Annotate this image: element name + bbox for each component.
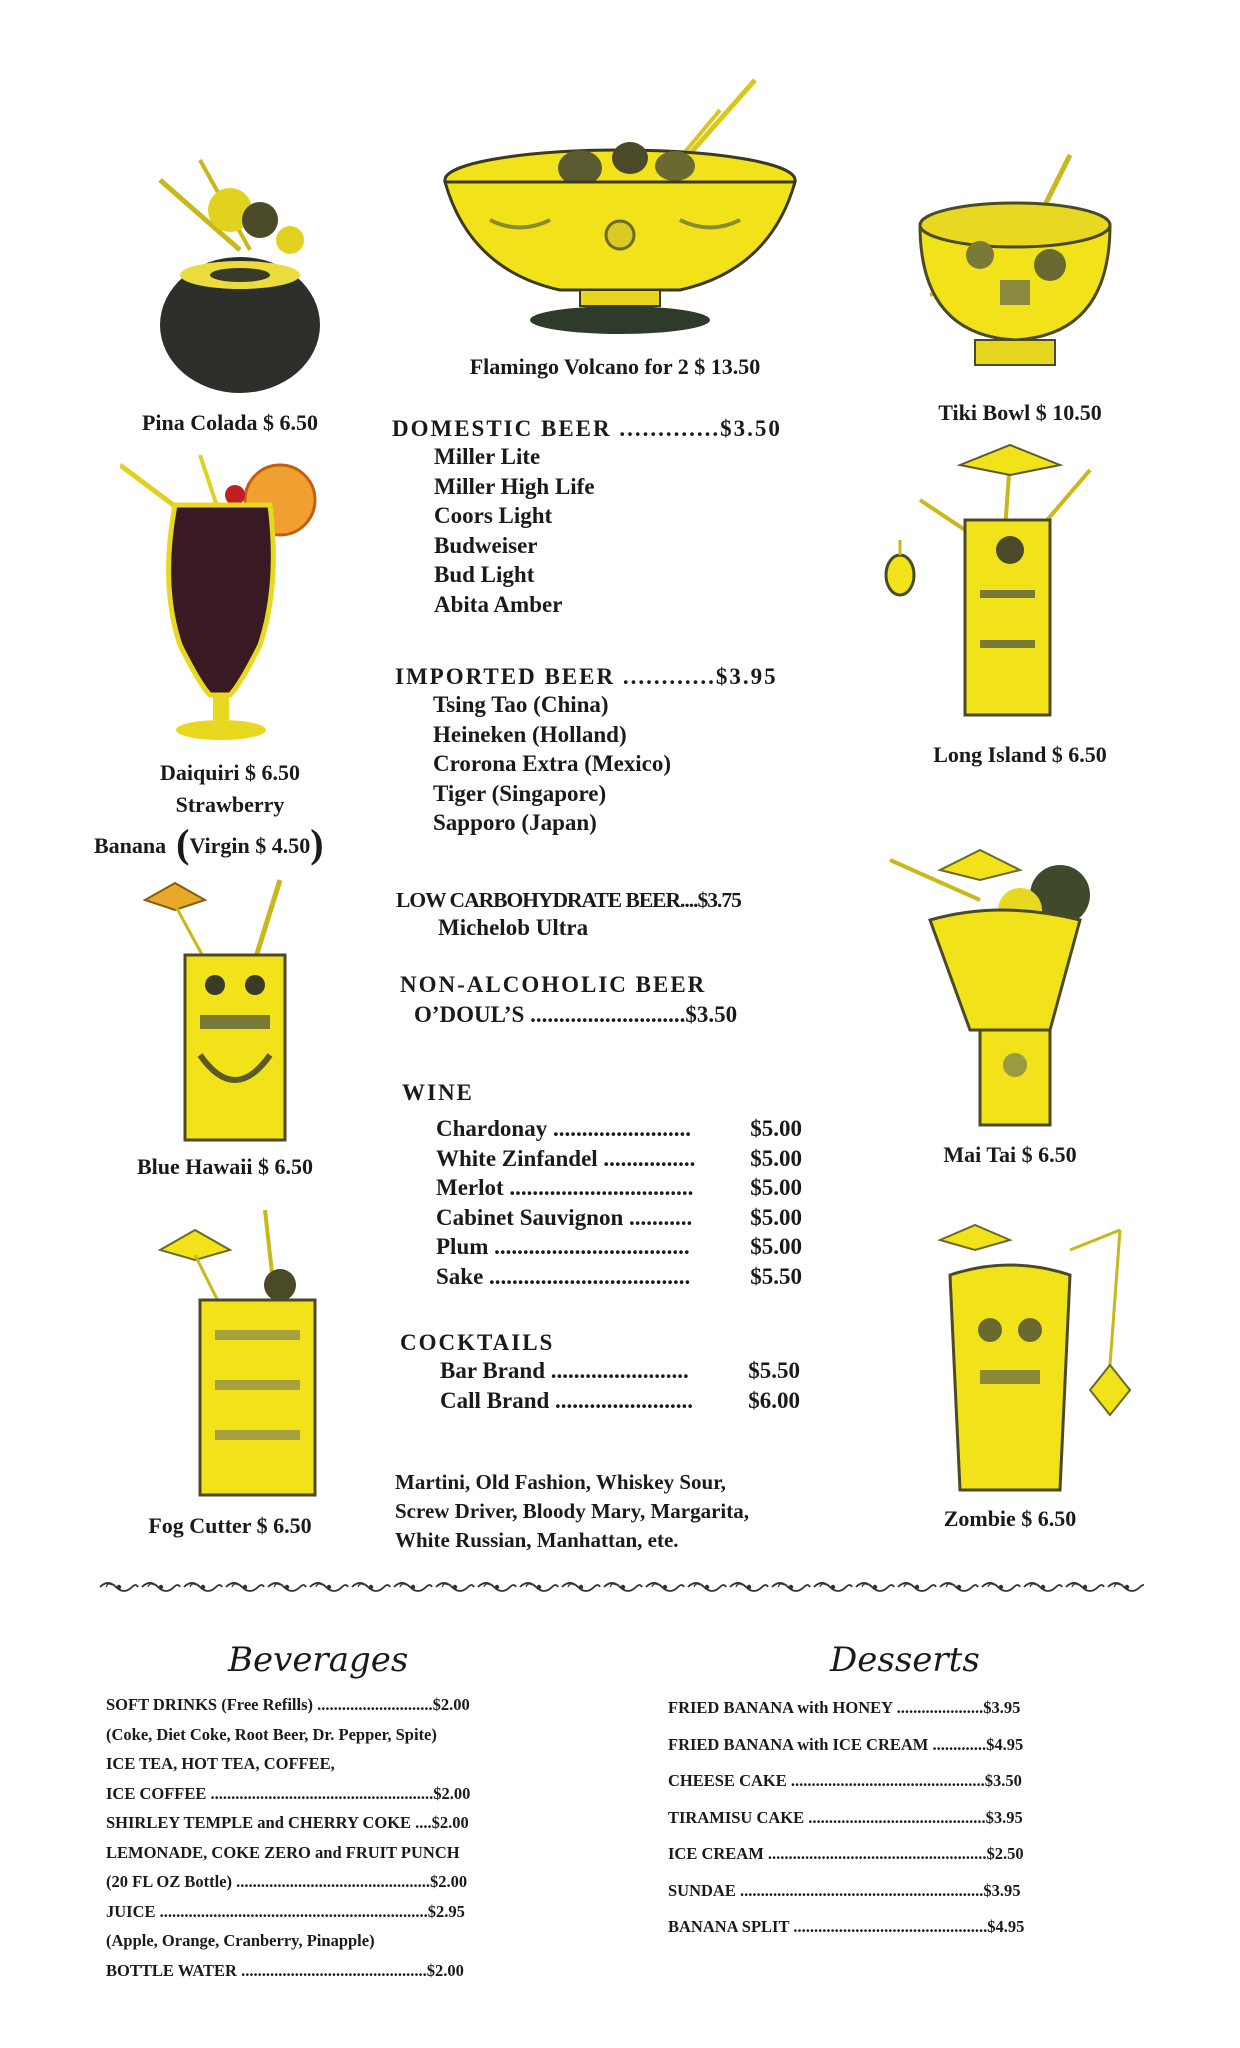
item-price: $6.00 — [748, 1387, 800, 1413]
menu-item — [436, 1232, 802, 1262]
beverage-line: LEMONADE, COKE ZERO and FRUIT PUNCH — [106, 1842, 460, 1862]
menu-item — [436, 1203, 802, 1233]
beverage-line: SHIRLEY TEMPLE and CHERRY COKE ....$2.00 — [106, 1813, 469, 1832]
menu-item — [436, 1144, 802, 1174]
desserts-list — [668, 1690, 1024, 1946]
daiquiri-caption-line3 — [94, 820, 324, 867]
item-name: Bar Brand ........................ — [440, 1358, 689, 1383]
menu-item: Michelob Ultra — [438, 915, 589, 940]
long-island-illustration — [880, 440, 1130, 720]
daiquiri-banana-label: Banana — [94, 833, 167, 858]
desserts-title: Desserts — [830, 1640, 980, 1680]
item-price: $5.00 — [750, 1175, 802, 1200]
dessert-line: FRIED BANANA with HONEY .....................$3.95 — [668, 1698, 1021, 1717]
menu-item: O’DOUL’S ...........................$3.50 — [414, 1002, 738, 1027]
beverage-line: (Coke, Diet Coke, Root Beer, Dr. Pepper, Spite) — [106, 1724, 437, 1744]
beverage-line: ICE TEA, HOT TEA, COFFEE, — [106, 1754, 335, 1773]
ornamental-divider — [98, 1578, 1144, 1596]
item-name: Sake ................................... — [436, 1263, 691, 1289]
mai-tai-illustration — [870, 840, 1140, 1130]
wine-section — [402, 1080, 802, 1291]
fog-cutter-caption: Fog Cutter $ 6.50 — [148, 1513, 312, 1538]
flamingo-volcano-caption: Flamingo Volcano for 2 $ 13.50 — [469, 354, 761, 379]
zombie-illustration — [920, 1220, 1140, 1495]
item-name: Plum .................................. — [436, 1234, 690, 1259]
item-price: $5.00 — [750, 1204, 802, 1230]
dessert-line: ICE CREAM .....................................................$2.50 — [668, 1844, 1024, 1863]
beverage-line: ICE COFFEE ......................................................$2.00 — [106, 1783, 471, 1803]
imported-beer-section — [395, 664, 778, 838]
menu-item: Tiger (Singapore) — [433, 780, 607, 806]
cocktail-list-line: White Russian, Manhattan, ete. — [395, 1528, 679, 1552]
beverage-line: (20 FL OZ Bottle) ...............................................$2.00 — [106, 1872, 468, 1891]
low-carb-beer-section — [396, 888, 741, 943]
cocktail-list-line: Martini, Old Fashion, Whiskey Sour, — [395, 1470, 726, 1494]
zombie-caption: Zombie $ 6.50 — [943, 1506, 1077, 1531]
tiki-bowl-caption: Tiki Bowl $ 10.50 — [938, 400, 1102, 425]
beverages-list — [106, 1690, 470, 1985]
dessert-line: BANANA SPLIT ...............................................$4.95 — [668, 1917, 1025, 1936]
dessert-line: CHEESE CAKE ...............................................$3.50 — [668, 1771, 1022, 1790]
long-island-caption: Long Island $ 6.50 — [933, 742, 1107, 767]
dessert-line: SUNDAE ...........................................................$3.95 — [668, 1880, 1021, 1900]
menu-item — [436, 1262, 802, 1292]
menu-item — [440, 1356, 800, 1386]
non-alcoholic-beer-header: NON-ALCOHOLIC BEER — [400, 972, 707, 997]
item-name: Call Brand ........................ — [440, 1387, 694, 1413]
beverage-line: JUICE .................................................................$2.95 — [106, 1901, 465, 1921]
mai-tai-caption: Mai Tai $ 6.50 — [943, 1142, 1077, 1167]
daiquiri-illustration — [120, 455, 330, 755]
item-name: Chardonay ........................ — [436, 1116, 691, 1141]
menu-item: Crorona Extra (Mexico) — [433, 751, 672, 776]
fog-cutter-illustration — [140, 1205, 340, 1500]
flamingo-volcano-illustration — [430, 70, 800, 340]
menu-item: Budweiser — [434, 532, 538, 558]
close-paren: ) — [310, 821, 324, 866]
wine-header: WINE — [402, 1080, 474, 1105]
beverage-line: BOTTLE WATER .............................................$2.00 — [106, 1960, 464, 1980]
dessert-line: TIRAMISU CAKE ...........................................$3.95 — [668, 1807, 1023, 1827]
dessert-line: FRIED BANANA with ICE CREAM .............$4.95 — [668, 1734, 1024, 1754]
menu-item: Miller Lite — [434, 444, 541, 469]
item-name: Cabinet Sauvignon ........... — [436, 1204, 693, 1230]
item-name: White Zinfandel ................ — [436, 1145, 696, 1171]
item-price: $5.00 — [750, 1116, 802, 1141]
blue-hawaii-caption: Blue Hawaii $ 6.50 — [136, 1154, 313, 1179]
item-price: $5.50 — [748, 1358, 800, 1383]
domestic-beer-section — [392, 416, 782, 619]
pina-colada-illustration — [120, 150, 340, 395]
menu-item: Tsing Tao (China) — [433, 692, 609, 717]
tiki-bowl-illustration — [910, 145, 1120, 375]
low-carb-beer-header: LOW CARBOHYDRATE BEER....$3.75 — [396, 888, 741, 912]
menu-item — [436, 1173, 802, 1203]
menu-item: Heineken (Holland) — [433, 721, 627, 747]
item-price: $5.00 — [750, 1234, 802, 1259]
cocktails-section — [400, 1330, 800, 1415]
item-name: Merlot ................................ — [436, 1175, 694, 1200]
cocktails-header: COCKTAILS — [400, 1330, 555, 1355]
menu-item — [440, 1386, 800, 1416]
daiquiri-virgin-price: Virgin $ 4.50 — [189, 833, 311, 858]
menu-item: Abita Amber — [434, 591, 563, 617]
open-paren: ( — [176, 821, 190, 866]
cocktail-list — [395, 1468, 749, 1555]
beverage-line: SOFT DRINKS (Free Refills) ............................$2.00 — [106, 1695, 470, 1714]
menu-item — [436, 1114, 802, 1144]
menu-item: Sapporo (Japan) — [433, 810, 597, 835]
item-price: $5.50 — [750, 1263, 802, 1289]
daiquiri-caption-line2: Strawberry — [175, 792, 285, 817]
daiquiri-caption-line1: Daiquiri $ 6.50 — [160, 760, 300, 785]
menu-item: Miller High Life — [434, 473, 595, 499]
domestic-beer-header: DOMESTIC BEER .............$3.50 — [392, 416, 782, 441]
cocktail-list-line: Screw Driver, Bloody Mary, Margarita, — [395, 1499, 750, 1523]
beverage-line: (Apple, Orange, Cranberry, Pinapple) — [106, 1931, 375, 1950]
imported-beer-header: IMPORTED BEER ............$3.95 — [395, 664, 778, 689]
blue-hawaii-illustration — [130, 875, 330, 1145]
item-price: $5.00 — [750, 1145, 802, 1171]
menu-item: Bud Light — [434, 562, 535, 587]
pina-colada-caption: Pina Colada $ 6.50 — [141, 410, 319, 435]
non-alcoholic-beer-section — [400, 972, 737, 1030]
beverages-title: Beverages — [228, 1640, 409, 1680]
menu-item: Coors Light — [434, 503, 553, 528]
